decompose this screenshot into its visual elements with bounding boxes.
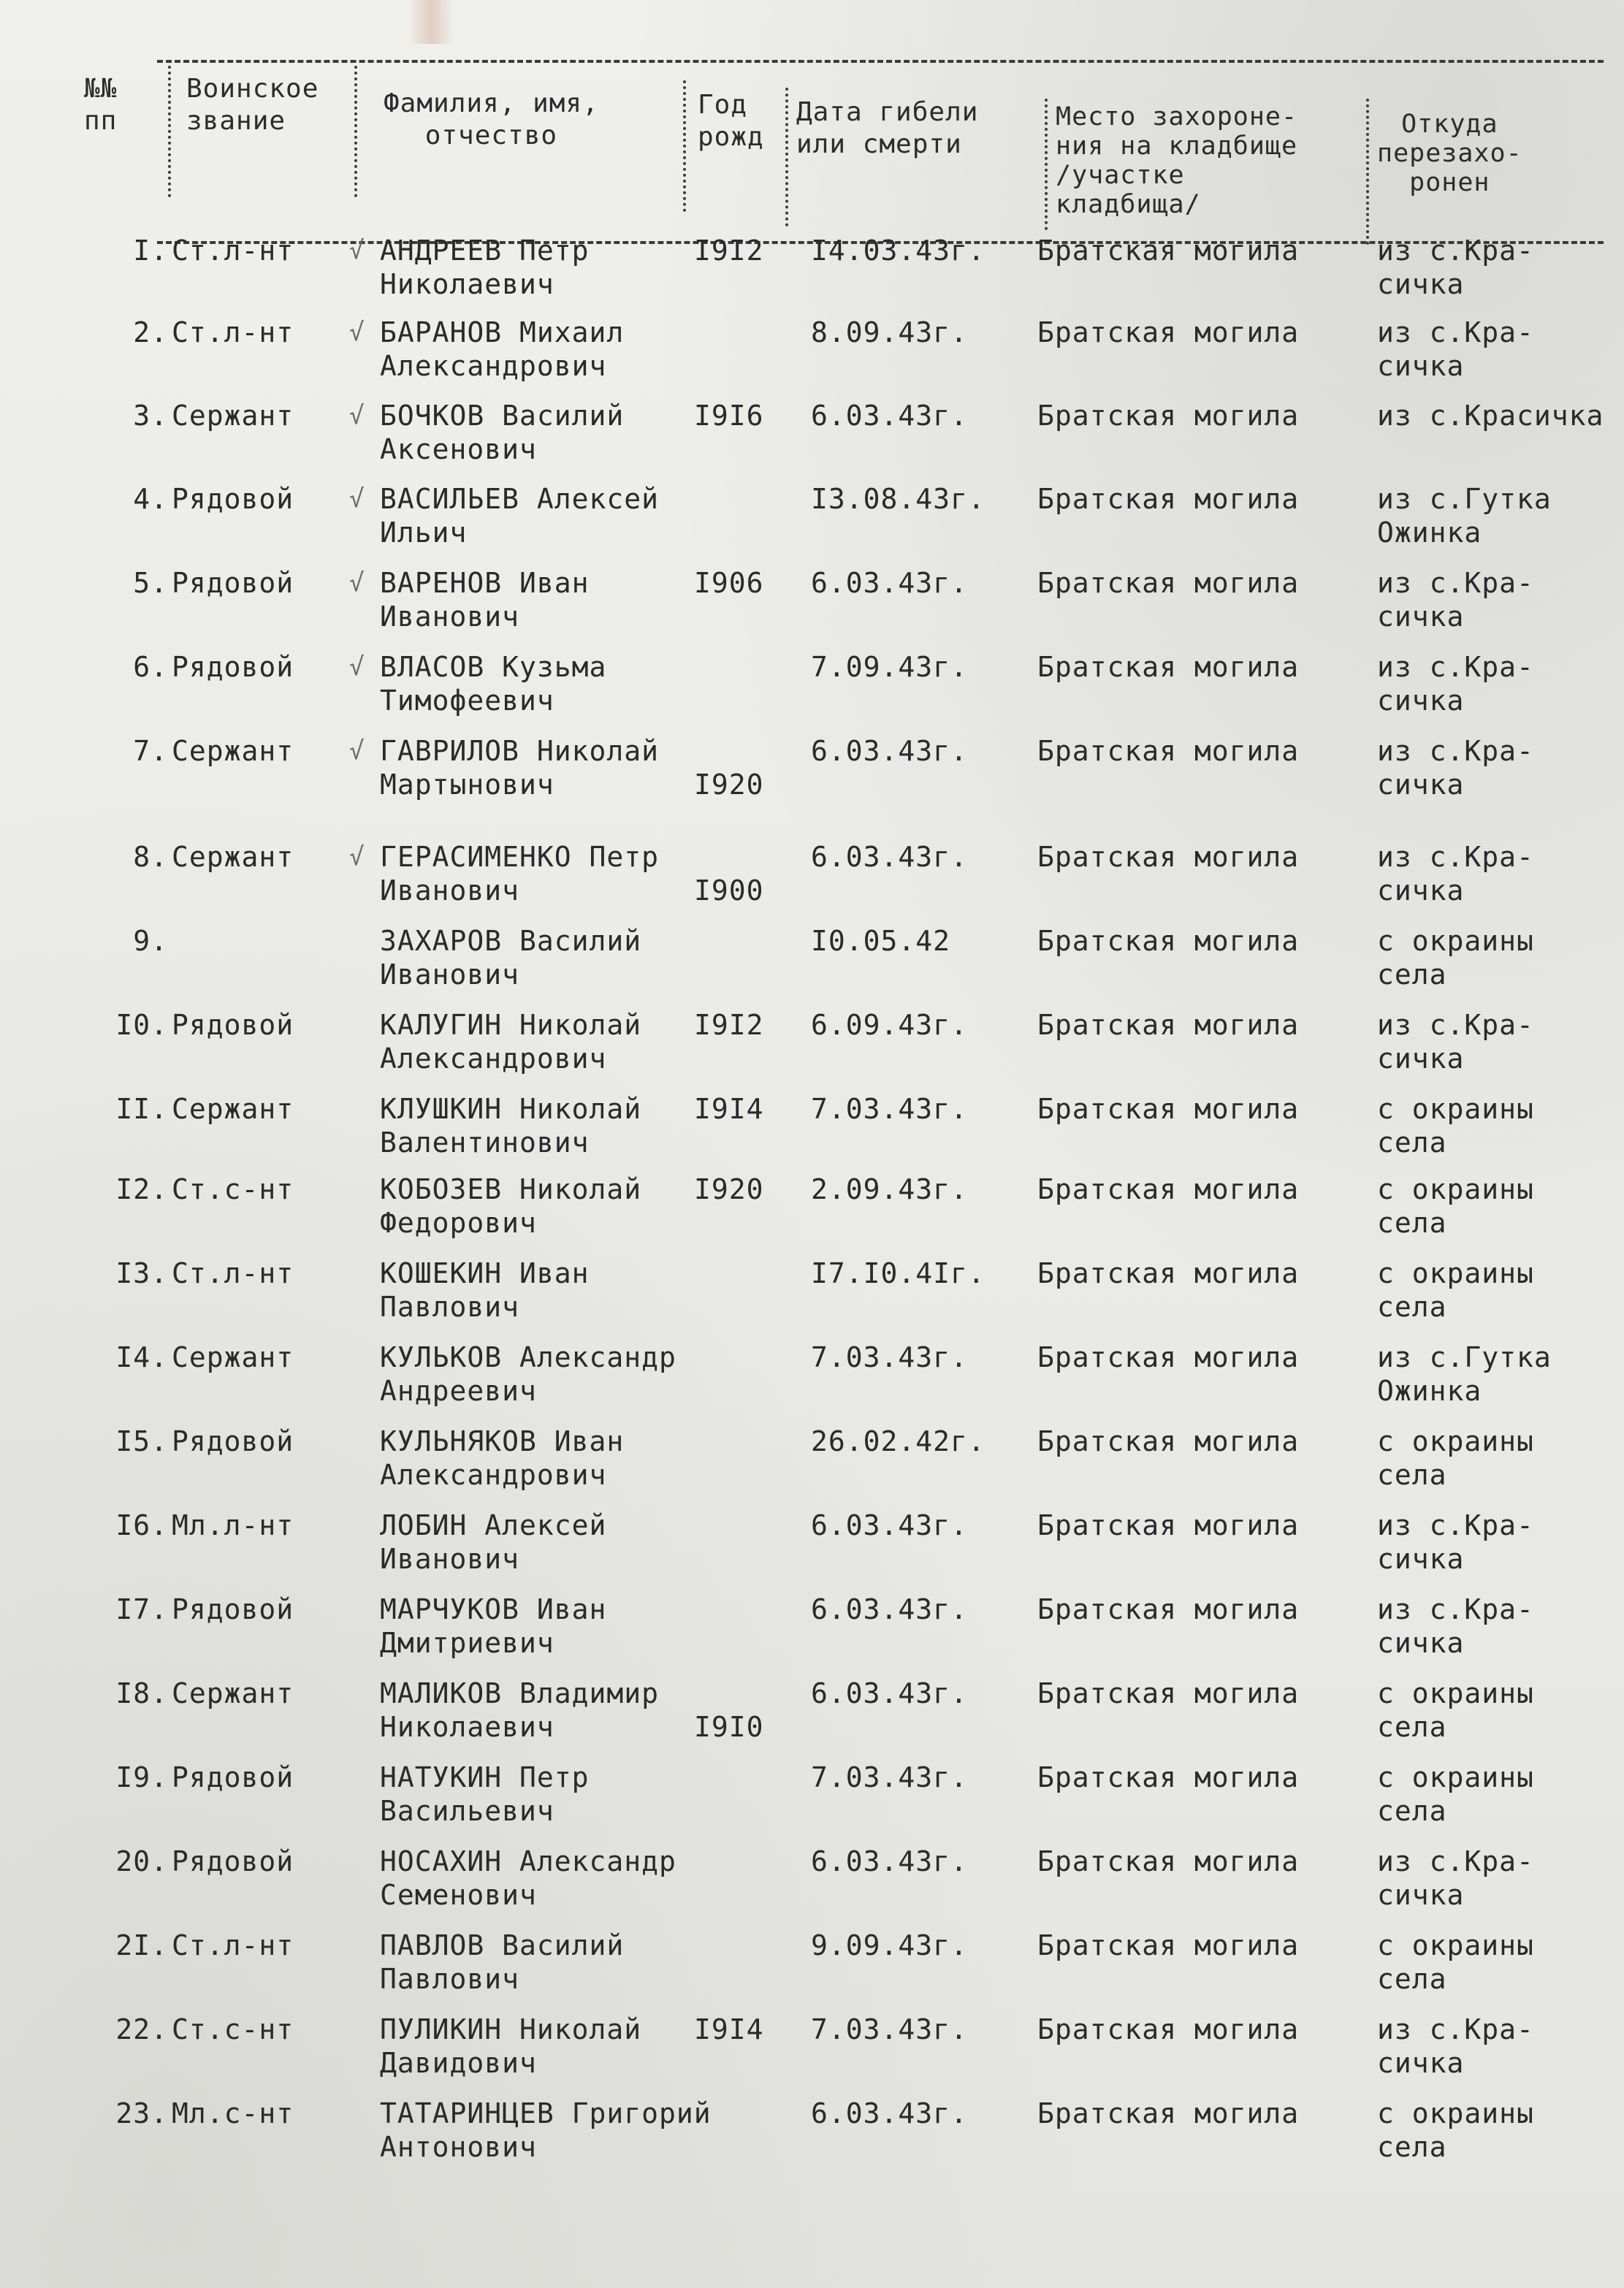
row-origin-cont: села — [1377, 1963, 1447, 1995]
row-rank: Сержант — [172, 1677, 294, 1709]
row-rank: Сержант — [172, 841, 294, 873]
check-mark-icon: √ — [349, 842, 365, 872]
row-surname: ВЛАСОВ Кузьма — [380, 651, 607, 683]
row-birth-year: I9I4 — [694, 2013, 764, 2045]
row-birth-year: I906 — [694, 567, 764, 599]
row-surname: ВАРЕНОВ Иван — [380, 567, 590, 599]
table-row — [0, 1845, 1624, 1925]
row-origin: из с.Кра- — [1377, 651, 1534, 683]
row-death-date: 7.03.43г. — [811, 1761, 968, 1793]
row-origin-cont: села — [1377, 2131, 1447, 2163]
row-death-date: 6.03.43г. — [811, 735, 968, 767]
row-rank: Ст.л-нт — [172, 1257, 294, 1289]
row-origin: из с.Кра- — [1377, 316, 1534, 348]
row-number: 20. — [115, 1845, 168, 1877]
row-rank: Сержант — [172, 1341, 294, 1373]
header-origin: Откуда перезахо- ронен — [1377, 110, 1522, 197]
row-death-date: 6.03.43г. — [811, 1677, 968, 1709]
row-birth-year: I9I6 — [694, 400, 764, 432]
row-rank: Рядовой — [172, 1593, 294, 1625]
row-number: 9. — [133, 925, 168, 957]
row-birth-year: I920 — [694, 1173, 764, 1205]
table-row — [0, 482, 1624, 563]
table-row — [0, 1341, 1624, 1421]
row-surname: МАЛИКОВ Владимир — [380, 1677, 660, 1709]
row-patronymic: Мартынович — [380, 769, 554, 801]
row-origin: с окраины — [1377, 925, 1534, 957]
row-patronymic: Павлович — [380, 1963, 520, 1995]
row-origin: из с.Кра- — [1377, 1009, 1534, 1041]
row-burial-place: Братская могила — [1037, 483, 1300, 515]
row-patronymic: Давидович — [380, 2047, 537, 2079]
table-row — [0, 1425, 1624, 1505]
row-birth-year: I920 — [694, 769, 764, 801]
row-origin: из с.Гутка — [1377, 483, 1552, 515]
row-surname: НОСАХИН Александр — [380, 1845, 676, 1877]
row-origin-cont: села — [1377, 1207, 1447, 1239]
row-origin: из с.Кра- — [1377, 1845, 1534, 1877]
table-row — [0, 234, 1624, 314]
row-origin: из с.Кра- — [1377, 1509, 1534, 1541]
row-origin: из с.Кра- — [1377, 735, 1534, 767]
row-rank: Рядовой — [172, 1845, 294, 1877]
row-surname: ГЕРАСИМЕНКО Петр — [380, 841, 660, 873]
row-birth-year: I900 — [694, 874, 764, 907]
row-burial-place: Братская могила — [1037, 316, 1300, 348]
row-burial-place: Братская могила — [1037, 1509, 1300, 1541]
row-number: I4. — [115, 1341, 168, 1373]
row-rank: Рядовой — [172, 1425, 294, 1457]
check-mark-icon: √ — [349, 318, 365, 347]
row-surname: КУЛЬНЯКОВ Иван — [380, 1425, 625, 1457]
row-burial-place: Братская могила — [1037, 400, 1300, 432]
row-surname: НАТУКИН Петр — [380, 1761, 590, 1793]
table-row — [0, 1929, 1624, 2009]
row-origin: с окраины — [1377, 1257, 1534, 1289]
row-birth-year: I9I4 — [694, 1093, 764, 1125]
row-burial-place: Братская могила — [1037, 925, 1300, 957]
row-number: I. — [133, 234, 168, 267]
row-death-date: 6.03.43г. — [811, 1845, 968, 1877]
row-burial-place: Братская могила — [1037, 651, 1300, 683]
row-origin-cont: сичка — [1377, 268, 1465, 300]
row-burial-place: Братская могила — [1037, 1677, 1300, 1709]
row-rank: Ст.л-нт — [172, 234, 294, 267]
row-origin-cont: села — [1377, 1126, 1447, 1159]
row-surname: ЗАХАРОВ Василий — [380, 925, 642, 957]
row-surname: КАЛУГИН Николай — [380, 1009, 642, 1041]
row-death-date: 6.03.43г. — [811, 1593, 968, 1625]
row-surname: МАРЧУКОВ Иван — [380, 1593, 607, 1625]
row-burial-place: Братская могила — [1037, 2013, 1300, 2045]
check-mark-icon: √ — [349, 736, 365, 766]
row-death-date: 6.03.43г. — [811, 2097, 968, 2129]
row-origin: с окраины — [1377, 1677, 1534, 1709]
row-number: I9. — [115, 1761, 168, 1793]
row-origin-cont: Ожинка — [1377, 516, 1482, 549]
check-mark-icon: √ — [349, 652, 365, 682]
row-rank: Мл.л-нт — [172, 1509, 294, 1541]
row-death-date: I7.I0.4Iг. — [811, 1257, 986, 1289]
check-mark-icon: √ — [349, 236, 365, 265]
check-mark-icon: √ — [349, 401, 365, 430]
row-burial-place: Братская могила — [1037, 2097, 1300, 2129]
row-surname: ВАСИЛЬЕВ Алексей — [380, 483, 660, 515]
row-origin: с окраины — [1377, 2097, 1534, 2129]
row-origin: из с.Кра- — [1377, 841, 1534, 873]
row-death-date: 6.03.43г. — [811, 400, 968, 432]
row-origin: с окраины — [1377, 1425, 1534, 1457]
row-origin-cont: села — [1377, 1711, 1447, 1743]
check-mark-icon: √ — [349, 568, 365, 598]
row-number: I2. — [115, 1173, 168, 1205]
table-row — [0, 924, 1624, 1004]
row-rank: Ст.л-нт — [172, 316, 294, 348]
row-birth-year: I9I2 — [694, 234, 764, 267]
table-row — [0, 2013, 1624, 2093]
row-patronymic: Дмитриевич — [380, 1627, 554, 1659]
row-patronymic: Васильевич — [380, 1795, 554, 1827]
row-origin-cont: сичка — [1377, 769, 1465, 801]
table-row — [0, 316, 1624, 396]
row-number: I0. — [115, 1009, 168, 1041]
row-death-date: 26.02.42г. — [811, 1425, 986, 1457]
row-number: 6. — [133, 651, 168, 683]
row-death-date: 7.03.43г. — [811, 1093, 968, 1125]
row-burial-place: Братская могила — [1037, 1257, 1300, 1289]
row-origin-cont: сичка — [1377, 1879, 1465, 1911]
row-patronymic: Николаевич — [380, 1711, 554, 1743]
row-patronymic: Ильич — [380, 516, 468, 549]
row-rank: Сержант — [172, 1093, 294, 1125]
row-surname: КОШЕКИН Иван — [380, 1257, 590, 1289]
header-place: Место захороне- ния на кладбище /участке кладбища/ — [1056, 102, 1298, 219]
table-row — [0, 1172, 1624, 1253]
row-death-date: 7.09.43г. — [811, 651, 968, 683]
table-row — [0, 2097, 1624, 2177]
row-death-date: 7.03.43г. — [811, 1341, 968, 1373]
row-number: I3. — [115, 1257, 168, 1289]
table-row — [0, 1593, 1624, 1673]
table-row — [0, 399, 1624, 479]
row-death-date: I0.05.42 — [811, 925, 951, 957]
row-number: 22. — [115, 2013, 168, 2045]
row-origin-cont: села — [1377, 958, 1447, 991]
header-name: Фамилия, имя, отчество — [384, 88, 599, 150]
row-origin-cont: сичка — [1377, 685, 1465, 717]
row-patronymic: Тимофеевич — [380, 685, 554, 717]
row-rank: Мл.с-нт — [172, 2097, 294, 2129]
row-birth-year: I9I2 — [694, 1009, 764, 1041]
row-origin: из с.Красичка — [1377, 400, 1604, 432]
row-death-date: 8.09.43г. — [811, 316, 968, 348]
table-row — [0, 1092, 1624, 1172]
row-origin-cont: сичка — [1377, 1042, 1465, 1075]
row-origin: из с.Кра- — [1377, 234, 1534, 267]
row-patronymic: Семенович — [380, 1879, 537, 1911]
table-row — [0, 840, 1624, 920]
row-burial-place: Братская могила — [1037, 1341, 1300, 1373]
row-origin: с окраины — [1377, 1093, 1534, 1125]
row-patronymic: Павлович — [380, 1291, 520, 1323]
row-patronymic: Антонович — [380, 2131, 537, 2163]
table-row — [0, 650, 1624, 731]
row-number: 2. — [133, 316, 168, 348]
row-surname: ПАВЛОВ Василий — [380, 1929, 625, 1961]
row-burial-place: Братская могила — [1037, 1425, 1300, 1457]
row-surname: АНДРЕЕВ Петр — [380, 234, 590, 267]
row-rank: Сержант — [172, 400, 294, 432]
row-surname: КУЛЬКОВ Александр — [380, 1341, 676, 1373]
row-patronymic: Аксенович — [380, 433, 537, 465]
row-origin-cont: села — [1377, 1795, 1447, 1827]
row-burial-place: Братская могила — [1037, 1009, 1300, 1041]
row-patronymic: Федорович — [380, 1207, 537, 1239]
row-origin-cont: сичка — [1377, 2047, 1465, 2079]
row-burial-place: Братская могила — [1037, 735, 1300, 767]
table-row — [0, 1008, 1624, 1088]
row-patronymic: Александрович — [380, 350, 607, 382]
row-origin-cont: сичка — [1377, 600, 1465, 633]
row-number: I8. — [115, 1677, 168, 1709]
row-rank: Сержант — [172, 735, 294, 767]
header-year: Год рожд — [698, 90, 764, 152]
row-number: I6. — [115, 1509, 168, 1541]
row-surname: ТАТАРИНЦЕВ Григорий — [380, 2097, 712, 2129]
row-origin-cont: сичка — [1377, 1627, 1465, 1659]
table-row — [0, 566, 1624, 647]
row-death-date: 2.09.43г. — [811, 1173, 968, 1205]
header-number: №№ пп — [84, 74, 118, 136]
row-patronymic: Иванович — [380, 958, 520, 991]
row-surname: ГАВРИЛОВ Николай — [380, 735, 660, 767]
row-death-date: 7.03.43г. — [811, 2013, 968, 2045]
row-origin: из с.Гутка — [1377, 1341, 1552, 1373]
row-number: II. — [115, 1093, 168, 1125]
row-origin-cont: сичка — [1377, 874, 1465, 907]
row-death-date: 9.09.43г. — [811, 1929, 968, 1961]
row-surname: ПУЛИКИН Николай — [380, 2013, 642, 2045]
row-rank: Рядовой — [172, 651, 294, 683]
row-origin-cont: села — [1377, 1459, 1447, 1491]
row-birth-year: I9I0 — [694, 1711, 764, 1743]
row-origin-cont: сичка — [1377, 1543, 1465, 1575]
row-patronymic: Александрович — [380, 1459, 607, 1491]
table-row — [0, 1509, 1624, 1589]
row-death-date: 6.09.43г. — [811, 1009, 968, 1041]
row-patronymic: Иванович — [380, 600, 520, 633]
row-burial-place: Братская могила — [1037, 1593, 1300, 1625]
row-origin: с окраины — [1377, 1173, 1534, 1205]
row-number: 7. — [133, 735, 168, 767]
row-surname: ЛОБИН Алексей — [380, 1509, 607, 1541]
row-origin-cont: Ожинка — [1377, 1375, 1482, 1407]
row-surname: КОБОЗЕВ Николай — [380, 1173, 642, 1205]
row-burial-place: Братская могила — [1037, 1929, 1300, 1961]
row-origin: из с.Кра- — [1377, 1593, 1534, 1625]
row-origin: из с.Кра- — [1377, 567, 1534, 599]
row-origin: с окраины — [1377, 1929, 1534, 1961]
row-death-date: 6.03.43г. — [811, 841, 968, 873]
row-surname: КЛУШКИН Николай — [380, 1093, 642, 1125]
table-row — [0, 734, 1624, 815]
header-date: Дата гибели или смерти — [796, 97, 979, 159]
row-number: 5. — [133, 567, 168, 599]
row-number: 2I. — [115, 1929, 168, 1961]
row-surname: БАРАНОВ Михаил — [380, 316, 625, 348]
row-rank: Ст.с-нт — [172, 2013, 294, 2045]
row-burial-place: Братская могила — [1037, 1761, 1300, 1793]
row-patronymic: Александрович — [380, 1042, 607, 1075]
row-origin: из с.Кра- — [1377, 2013, 1534, 2045]
table-row — [0, 1257, 1624, 1337]
row-patronymic: Андреевич — [380, 1375, 537, 1407]
row-patronymic: Валентинович — [380, 1126, 590, 1159]
row-number: I7. — [115, 1593, 168, 1625]
row-rank: Ст.л-нт — [172, 1929, 294, 1961]
row-burial-place: Братская могила — [1037, 1845, 1300, 1877]
row-burial-place: Братская могила — [1037, 841, 1300, 873]
row-patronymic: Иванович — [380, 874, 520, 907]
row-number: 3. — [133, 400, 168, 432]
table-row — [0, 1761, 1624, 1841]
row-patronymic: Иванович — [380, 1543, 520, 1575]
row-burial-place: Братская могила — [1037, 1173, 1300, 1205]
row-origin-cont: села — [1377, 1291, 1447, 1323]
row-burial-place: Братская могила — [1037, 234, 1300, 267]
row-rank: Ст.с-нт — [172, 1173, 294, 1205]
header-rank: Воинское звание — [186, 74, 319, 136]
row-rank: Рядовой — [172, 483, 294, 515]
row-burial-place: Братская могила — [1037, 1093, 1300, 1125]
row-patronymic: Николаевич — [380, 268, 554, 300]
table-row — [0, 1677, 1624, 1757]
row-death-date: I4.03.43г. — [811, 234, 986, 267]
row-rank: Рядовой — [172, 1009, 294, 1041]
row-death-date: 6.03.43г. — [811, 1509, 968, 1541]
row-number: 8. — [133, 841, 168, 873]
row-number: 23. — [115, 2097, 168, 2129]
row-death-date: 6.03.43г. — [811, 567, 968, 599]
row-number: 4. — [133, 483, 168, 515]
row-death-date: I3.08.43г. — [811, 483, 986, 515]
row-origin-cont: сичка — [1377, 350, 1465, 382]
row-burial-place: Братская могила — [1037, 567, 1300, 599]
row-rank: Рядовой — [172, 1761, 294, 1793]
check-mark-icon: √ — [349, 484, 365, 514]
row-rank: Рядовой — [172, 567, 294, 599]
row-origin: с окраины — [1377, 1761, 1534, 1793]
row-surname: БОЧКОВ Василий — [380, 400, 625, 432]
row-number: I5. — [115, 1425, 168, 1457]
